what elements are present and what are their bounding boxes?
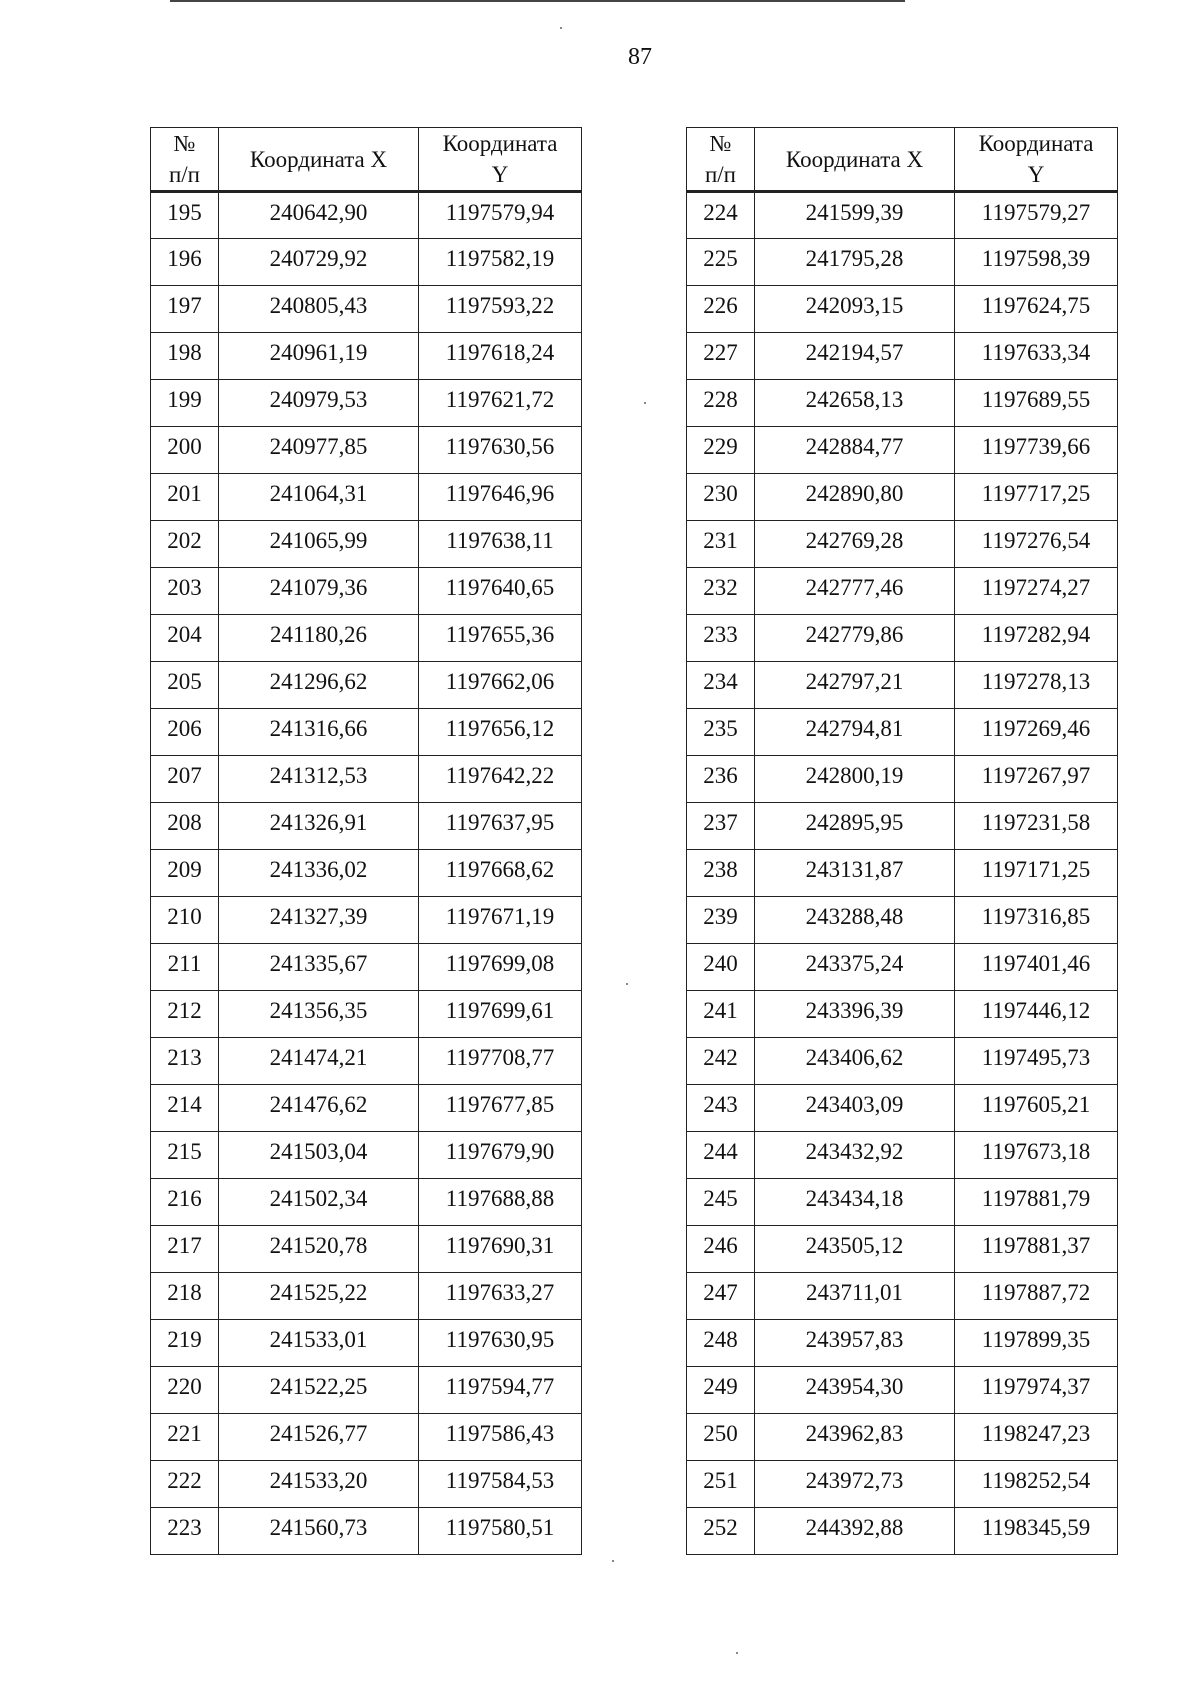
cell-coordinate-x: 240977,85 xyxy=(219,427,419,474)
header-number-symbol: № xyxy=(709,131,732,156)
header-y-letter: Y xyxy=(491,162,509,187)
cell-coordinate-x: 242797,21 xyxy=(755,662,955,709)
cell-number: 237 xyxy=(687,803,755,850)
table-row xyxy=(151,709,582,756)
cell-number: 207 xyxy=(151,756,219,803)
cell-coordinate-x: 242194,57 xyxy=(755,333,955,380)
cell-coordinate-y: 1197679,90 xyxy=(419,1132,582,1179)
cell-number: 195 xyxy=(151,192,219,239)
cell-coordinate-y: 1197668,62 xyxy=(419,850,582,897)
cell-coordinate-x: 241356,35 xyxy=(219,991,419,1038)
cell-number: 245 xyxy=(687,1179,755,1226)
header-number-abbr: п/п xyxy=(704,162,736,187)
cell-number: 206 xyxy=(151,709,219,756)
cell-coordinate-x: 240961,19 xyxy=(219,333,419,380)
cell-coordinate-y: 1197621,72 xyxy=(419,380,582,427)
cell-coordinate-x: 241474,21 xyxy=(219,1038,419,1085)
table-row xyxy=(687,1038,1118,1085)
cell-coordinate-x: 241520,78 xyxy=(219,1226,419,1273)
cell-coordinate-y: 1197671,19 xyxy=(419,897,582,944)
table-row xyxy=(687,239,1118,286)
cell-coordinate-x: 241316,66 xyxy=(219,709,419,756)
table-row xyxy=(687,615,1118,662)
cell-coordinate-y: 1197598,39 xyxy=(955,239,1118,286)
cell-number: 220 xyxy=(151,1367,219,1414)
cell-coordinate-y: 1197274,27 xyxy=(955,568,1118,615)
table-row xyxy=(151,333,582,380)
cell-coordinate-y: 1197655,36 xyxy=(419,615,582,662)
scan-speck xyxy=(612,1560,614,1562)
cell-number: 199 xyxy=(151,380,219,427)
cell-coordinate-y: 1197579,27 xyxy=(955,192,1118,239)
header-y-letter: Y xyxy=(1027,162,1045,187)
cell-coordinate-y: 1197689,55 xyxy=(955,380,1118,427)
cell-coordinate-y: 1197630,56 xyxy=(419,427,582,474)
table-row xyxy=(687,380,1118,427)
cell-coordinate-y: 1197231,58 xyxy=(955,803,1118,850)
cell-coordinate-y: 1197580,51 xyxy=(419,1508,582,1555)
cell-number: 233 xyxy=(687,615,755,662)
cell-coordinate-y: 1197656,12 xyxy=(419,709,582,756)
header-coordinate-y xyxy=(419,128,582,192)
cell-coordinate-y: 1197699,61 xyxy=(419,991,582,1038)
table-row xyxy=(687,286,1118,333)
table-row xyxy=(151,662,582,709)
cell-number: 215 xyxy=(151,1132,219,1179)
table-row xyxy=(687,1367,1118,1414)
table-body xyxy=(151,192,582,1555)
cell-coordinate-x: 241560,73 xyxy=(219,1508,419,1555)
table-row xyxy=(151,568,582,615)
cell-coordinate-y: 1197316,85 xyxy=(955,897,1118,944)
cell-coordinate-y: 1197586,43 xyxy=(419,1414,582,1461)
cell-coordinate-x: 243505,12 xyxy=(755,1226,955,1273)
cell-coordinate-y: 1197582,19 xyxy=(419,239,582,286)
cell-coordinate-y: 1197278,13 xyxy=(955,662,1118,709)
table-row xyxy=(151,380,582,427)
table-row xyxy=(687,662,1118,709)
table-row xyxy=(151,1508,582,1555)
cell-coordinate-x: 243403,09 xyxy=(755,1085,955,1132)
cell-coordinate-y: 1197708,77 xyxy=(419,1038,582,1085)
header-coordinate-x: Координата X xyxy=(219,128,419,192)
table-row xyxy=(687,850,1118,897)
cell-coordinate-y: 1197282,94 xyxy=(955,615,1118,662)
table-row xyxy=(151,756,582,803)
table-row xyxy=(151,1132,582,1179)
cell-coordinate-y: 1198345,59 xyxy=(955,1508,1118,1555)
cell-number: 248 xyxy=(687,1320,755,1367)
cell-coordinate-x: 243432,92 xyxy=(755,1132,955,1179)
cell-number: 229 xyxy=(687,427,755,474)
cell-number: 249 xyxy=(687,1367,755,1414)
cell-coordinate-x: 241327,39 xyxy=(219,897,419,944)
cell-number: 197 xyxy=(151,286,219,333)
cell-coordinate-x: 243131,87 xyxy=(755,850,955,897)
table-row xyxy=(687,1414,1118,1461)
cell-coordinate-y: 1197974,37 xyxy=(955,1367,1118,1414)
cell-coordinate-x: 242769,28 xyxy=(755,521,955,568)
table-row xyxy=(151,850,582,897)
cell-coordinate-x: 241599,39 xyxy=(755,192,955,239)
cell-coordinate-x: 244392,88 xyxy=(755,1508,955,1555)
table-row xyxy=(151,1414,582,1461)
header-number xyxy=(687,128,755,192)
table-row xyxy=(687,568,1118,615)
cell-coordinate-x: 241502,34 xyxy=(219,1179,419,1226)
cell-coordinate-y: 1197640,65 xyxy=(419,568,582,615)
cell-coordinate-x: 242777,46 xyxy=(755,568,955,615)
table-row xyxy=(151,1085,582,1132)
table-row xyxy=(151,239,582,286)
cell-coordinate-x: 243288,48 xyxy=(755,897,955,944)
cell-number: 243 xyxy=(687,1085,755,1132)
table-body xyxy=(687,192,1118,1555)
cell-coordinate-x: 242093,15 xyxy=(755,286,955,333)
cell-coordinate-y: 1197269,46 xyxy=(955,709,1118,756)
table-row xyxy=(151,474,582,521)
cell-coordinate-y: 1197642,22 xyxy=(419,756,582,803)
cell-coordinate-x: 243375,24 xyxy=(755,944,955,991)
header-number-symbol: № xyxy=(173,131,196,156)
cell-number: 205 xyxy=(151,662,219,709)
table-row xyxy=(151,615,582,662)
header-coordinate-y xyxy=(955,128,1118,192)
cell-coordinate-x: 242890,80 xyxy=(755,474,955,521)
cell-coordinate-x: 241326,91 xyxy=(219,803,419,850)
scan-speck xyxy=(736,1652,738,1654)
header-number-abbr: п/п xyxy=(168,162,200,187)
cell-number: 213 xyxy=(151,1038,219,1085)
table-row xyxy=(151,1179,582,1226)
table-row xyxy=(151,286,582,333)
table-row xyxy=(687,1320,1118,1367)
table-row xyxy=(151,1461,582,1508)
cell-coordinate-x: 241533,01 xyxy=(219,1320,419,1367)
table-row xyxy=(687,192,1118,239)
cell-coordinate-x: 243972,73 xyxy=(755,1461,955,1508)
scan-speck xyxy=(560,27,562,29)
cell-number: 223 xyxy=(151,1508,219,1555)
cell-number: 202 xyxy=(151,521,219,568)
header-y-word: Координата xyxy=(442,131,558,156)
table-row xyxy=(151,192,582,239)
table-row xyxy=(151,1226,582,1273)
cell-number: 225 xyxy=(687,239,755,286)
cell-coordinate-y: 1197646,96 xyxy=(419,474,582,521)
cell-number: 238 xyxy=(687,850,755,897)
cell-number: 222 xyxy=(151,1461,219,1508)
cell-number: 204 xyxy=(151,615,219,662)
cell-coordinate-x: 243711,01 xyxy=(755,1273,955,1320)
cell-coordinate-y: 1198252,54 xyxy=(955,1461,1118,1508)
coordinates-table-right xyxy=(686,127,1118,1555)
cell-coordinate-x: 241180,26 xyxy=(219,615,419,662)
cell-number: 201 xyxy=(151,474,219,521)
cell-coordinate-x: 240642,90 xyxy=(219,192,419,239)
cell-coordinate-x: 241336,02 xyxy=(219,850,419,897)
table-row xyxy=(687,521,1118,568)
table-row xyxy=(151,1320,582,1367)
cell-coordinate-x: 241522,25 xyxy=(219,1367,419,1414)
cell-coordinate-y: 1197618,24 xyxy=(419,333,582,380)
cell-coordinate-y: 1197638,11 xyxy=(419,521,582,568)
cell-coordinate-x: 240805,43 xyxy=(219,286,419,333)
cell-coordinate-x: 240729,92 xyxy=(219,239,419,286)
cell-coordinate-x: 242884,77 xyxy=(755,427,955,474)
cell-coordinate-x: 241064,31 xyxy=(219,474,419,521)
cell-number: 244 xyxy=(687,1132,755,1179)
cell-coordinate-y: 1197673,18 xyxy=(955,1132,1118,1179)
table-row xyxy=(151,521,582,568)
cell-coordinate-y: 1197699,08 xyxy=(419,944,582,991)
scan-speck xyxy=(626,983,628,985)
cell-number: 234 xyxy=(687,662,755,709)
cell-coordinate-x: 242658,13 xyxy=(755,380,955,427)
table-row xyxy=(687,474,1118,521)
header-coordinate-x: Координата X xyxy=(755,128,955,192)
table-row xyxy=(151,427,582,474)
cell-number: 216 xyxy=(151,1179,219,1226)
cell-coordinate-y: 1197171,25 xyxy=(955,850,1118,897)
header-number xyxy=(151,128,219,192)
cell-coordinate-x: 242895,95 xyxy=(755,803,955,850)
header-y-word: Координата xyxy=(978,131,1094,156)
cell-coordinate-x: 241525,22 xyxy=(219,1273,419,1320)
cell-coordinate-y: 1197446,12 xyxy=(955,991,1118,1038)
table-row xyxy=(687,427,1118,474)
table-row xyxy=(687,1085,1118,1132)
table-row xyxy=(687,333,1118,380)
table-row xyxy=(687,1461,1118,1508)
cell-coordinate-x: 242794,81 xyxy=(755,709,955,756)
cell-coordinate-y: 1197579,94 xyxy=(419,192,582,239)
cell-coordinate-x: 241526,77 xyxy=(219,1414,419,1461)
cell-number: 227 xyxy=(687,333,755,380)
cell-number: 246 xyxy=(687,1226,755,1273)
cell-coordinate-x: 241503,04 xyxy=(219,1132,419,1179)
cell-coordinate-x: 242800,19 xyxy=(755,756,955,803)
cell-number: 208 xyxy=(151,803,219,850)
cell-coordinate-y: 1197688,88 xyxy=(419,1179,582,1226)
top-rule xyxy=(170,0,905,2)
cell-number: 226 xyxy=(687,286,755,333)
cell-coordinate-y: 1197739,66 xyxy=(955,427,1118,474)
table-row xyxy=(687,991,1118,1038)
cell-number: 235 xyxy=(687,709,755,756)
cell-coordinate-x: 243954,30 xyxy=(755,1367,955,1414)
cell-number: 240 xyxy=(687,944,755,991)
table-row xyxy=(151,991,582,1038)
table-row xyxy=(151,1038,582,1085)
table-row xyxy=(687,1508,1118,1555)
cell-coordinate-y: 1197495,73 xyxy=(955,1038,1118,1085)
cell-number: 200 xyxy=(151,427,219,474)
cell-coordinate-y: 1197677,85 xyxy=(419,1085,582,1132)
cell-number: 232 xyxy=(687,568,755,615)
cell-number: 236 xyxy=(687,756,755,803)
cell-coordinate-x: 243962,83 xyxy=(755,1414,955,1461)
cell-number: 214 xyxy=(151,1085,219,1132)
table-row xyxy=(687,1273,1118,1320)
cell-coordinate-y: 1197690,31 xyxy=(419,1226,582,1273)
table-row xyxy=(151,1367,582,1414)
cell-coordinate-y: 1197624,75 xyxy=(955,286,1118,333)
table-row xyxy=(687,803,1118,850)
cell-coordinate-y: 1197605,21 xyxy=(955,1085,1118,1132)
cell-coordinate-y: 1197584,53 xyxy=(419,1461,582,1508)
cell-number: 231 xyxy=(687,521,755,568)
cell-number: 228 xyxy=(687,380,755,427)
cell-coordinate-y: 1197630,95 xyxy=(419,1320,582,1367)
cell-number: 219 xyxy=(151,1320,219,1367)
cell-coordinate-x: 241065,99 xyxy=(219,521,419,568)
cell-number: 217 xyxy=(151,1226,219,1273)
table-row xyxy=(687,756,1118,803)
cell-number: 239 xyxy=(687,897,755,944)
cell-coordinate-y: 1197887,72 xyxy=(955,1273,1118,1320)
cell-coordinate-x: 241079,36 xyxy=(219,568,419,615)
cell-number: 230 xyxy=(687,474,755,521)
cell-number: 251 xyxy=(687,1461,755,1508)
table-row xyxy=(151,803,582,850)
cell-coordinate-y: 1197401,46 xyxy=(955,944,1118,991)
table-row xyxy=(687,1132,1118,1179)
table-row xyxy=(687,709,1118,756)
cell-coordinate-y: 1197593,22 xyxy=(419,286,582,333)
cell-number: 211 xyxy=(151,944,219,991)
table-header-row xyxy=(687,128,1118,192)
table-row xyxy=(687,1179,1118,1226)
cell-coordinate-x: 243396,39 xyxy=(755,991,955,1038)
cell-coordinate-y: 1197633,27 xyxy=(419,1273,582,1320)
cell-coordinate-y: 1197662,06 xyxy=(419,662,582,709)
scan-speck xyxy=(644,402,646,404)
cell-number: 247 xyxy=(687,1273,755,1320)
cell-number: 241 xyxy=(687,991,755,1038)
cell-coordinate-y: 1197881,37 xyxy=(955,1226,1118,1273)
cell-number: 218 xyxy=(151,1273,219,1320)
cell-number: 212 xyxy=(151,991,219,1038)
coordinates-table-left xyxy=(150,127,582,1555)
cell-coordinate-x: 241795,28 xyxy=(755,239,955,286)
cell-coordinate-x: 241533,20 xyxy=(219,1461,419,1508)
cell-coordinate-y: 1197881,79 xyxy=(955,1179,1118,1226)
cell-coordinate-y: 1197267,97 xyxy=(955,756,1118,803)
cell-coordinate-y: 1197717,25 xyxy=(955,474,1118,521)
table-row xyxy=(151,1273,582,1320)
cell-number: 210 xyxy=(151,897,219,944)
cell-coordinate-y: 1197899,35 xyxy=(955,1320,1118,1367)
cell-coordinate-x: 243434,18 xyxy=(755,1179,955,1226)
cell-coordinate-x: 241476,62 xyxy=(219,1085,419,1132)
table-header-row xyxy=(151,128,582,192)
cell-number: 203 xyxy=(151,568,219,615)
cell-coordinate-x: 242779,86 xyxy=(755,615,955,662)
cell-coordinate-y: 1197633,34 xyxy=(955,333,1118,380)
cell-coordinate-x: 240979,53 xyxy=(219,380,419,427)
cell-number: 242 xyxy=(687,1038,755,1085)
cell-number: 221 xyxy=(151,1414,219,1461)
cell-coordinate-y: 1197594,77 xyxy=(419,1367,582,1414)
page-number: 87 xyxy=(628,44,652,70)
cell-number: 209 xyxy=(151,850,219,897)
table-row xyxy=(687,944,1118,991)
table-row xyxy=(687,897,1118,944)
cell-number: 196 xyxy=(151,239,219,286)
cell-coordinate-x: 243406,62 xyxy=(755,1038,955,1085)
cell-number: 250 xyxy=(687,1414,755,1461)
cell-number: 252 xyxy=(687,1508,755,1555)
cell-number: 224 xyxy=(687,192,755,239)
cell-coordinate-x: 241335,67 xyxy=(219,944,419,991)
cell-coordinate-x: 241312,53 xyxy=(219,756,419,803)
cell-coordinate-y: 1197276,54 xyxy=(955,521,1118,568)
cell-number: 198 xyxy=(151,333,219,380)
table-row xyxy=(687,1226,1118,1273)
table-row xyxy=(151,897,582,944)
cell-coordinate-x: 243957,83 xyxy=(755,1320,955,1367)
table-row xyxy=(151,944,582,991)
cell-coordinate-y: 1198247,23 xyxy=(955,1414,1118,1461)
cell-coordinate-y: 1197637,95 xyxy=(419,803,582,850)
cell-coordinate-x: 241296,62 xyxy=(219,662,419,709)
